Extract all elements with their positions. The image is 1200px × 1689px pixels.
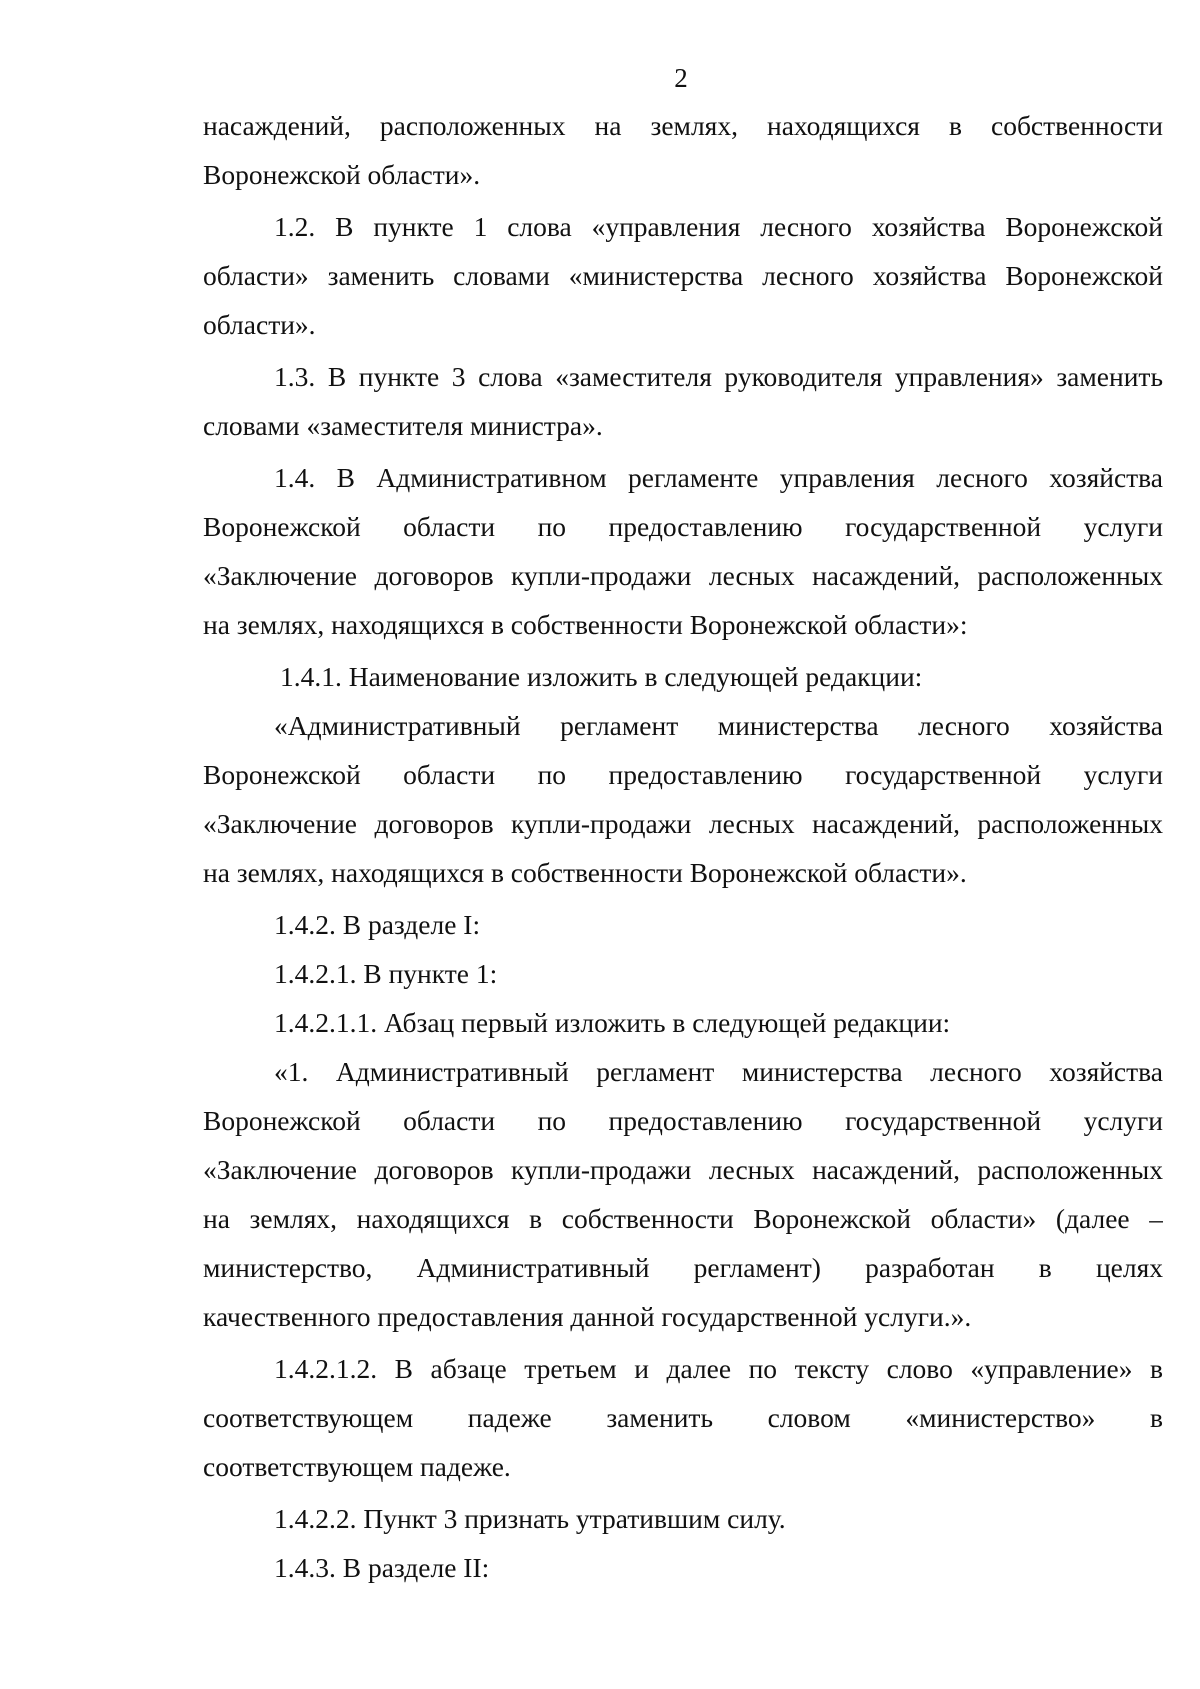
text-line: «Заключение договоров купли-продажи лесных насаждений, расположенных	[203, 808, 1163, 839]
text-line: 1.4.2.1. В пункте 1:	[274, 958, 498, 989]
text-line: министерство, Административный регламент) разработан в целях	[203, 1252, 1163, 1283]
text-line: 1.4.1. Наименование изложить в следующей редакции:	[280, 661, 923, 692]
text-line: «Заключение договоров купли-продажи лесных насаждений, расположенных	[203, 560, 1163, 591]
text-line: на землях, находящихся в собственности Воронежской области».	[203, 857, 967, 888]
text-line: Воронежской области по предоставлению государственной услуги	[203, 759, 1163, 790]
text-line: 1.4.3. В разделе II:	[274, 1552, 490, 1583]
text-line: области» заменить словами «министерства лесного хозяйства Воронежской	[203, 260, 1163, 291]
text-line: Воронежской области».	[203, 159, 481, 190]
text-line: качественного предоставления данной государственной услуги.».	[203, 1301, 972, 1332]
text-line: 1.4.2.1.2. В абзаце третьем и далее по тексту слово «управление» в	[274, 1353, 1163, 1384]
text-line: 1.4. В Административном регламенте управления лесного хозяйства	[274, 462, 1163, 493]
text-line: на землях, находящихся в собственности Воронежской области» (далее –	[203, 1203, 1163, 1234]
text-line: 1.2. В пункте 1 слова «управления лесного хозяйства Воронежской	[274, 211, 1163, 242]
text-line: соответствующем падеже заменить словом «министерство» в	[203, 1402, 1163, 1433]
text-line: словами «заместителя министра».	[203, 410, 603, 441]
text-line: Воронежской области по предоставлению государственной услуги	[203, 1105, 1163, 1136]
text-line: «Заключение договоров купли-продажи лесных насаждений, расположенных	[203, 1154, 1163, 1185]
text-line: области».	[203, 309, 316, 340]
document-body	[203, 101, 1163, 1592]
text-line: «1. Административный регламент министерства лесного хозяйства	[274, 1056, 1163, 1087]
text-line: соответствующем падеже.	[203, 1451, 511, 1482]
text-line: на землях, находящихся в собственности Воронежской области»:	[203, 609, 968, 640]
page-number: 2	[674, 63, 688, 93]
text-line: Воронежской области по предоставлению государственной услуги	[203, 511, 1163, 542]
text-line: насаждений, расположенных на землях, находящихся в собственности	[203, 110, 1163, 141]
text-line: 1.4.2. В разделе I:	[274, 909, 481, 940]
text-line: 1.4.2.1.1. Абзац первый изложить в следующей редакции:	[274, 1007, 951, 1038]
text-line: «Административный регламент министерства лесного хозяйства	[274, 710, 1163, 741]
text-line: 1.4.2.2. Пункт 3 признать утратившим силу.	[274, 1503, 786, 1534]
text-line: 1.3. В пункте 3 слова «заместителя руководителя управления» заменить	[274, 361, 1163, 392]
